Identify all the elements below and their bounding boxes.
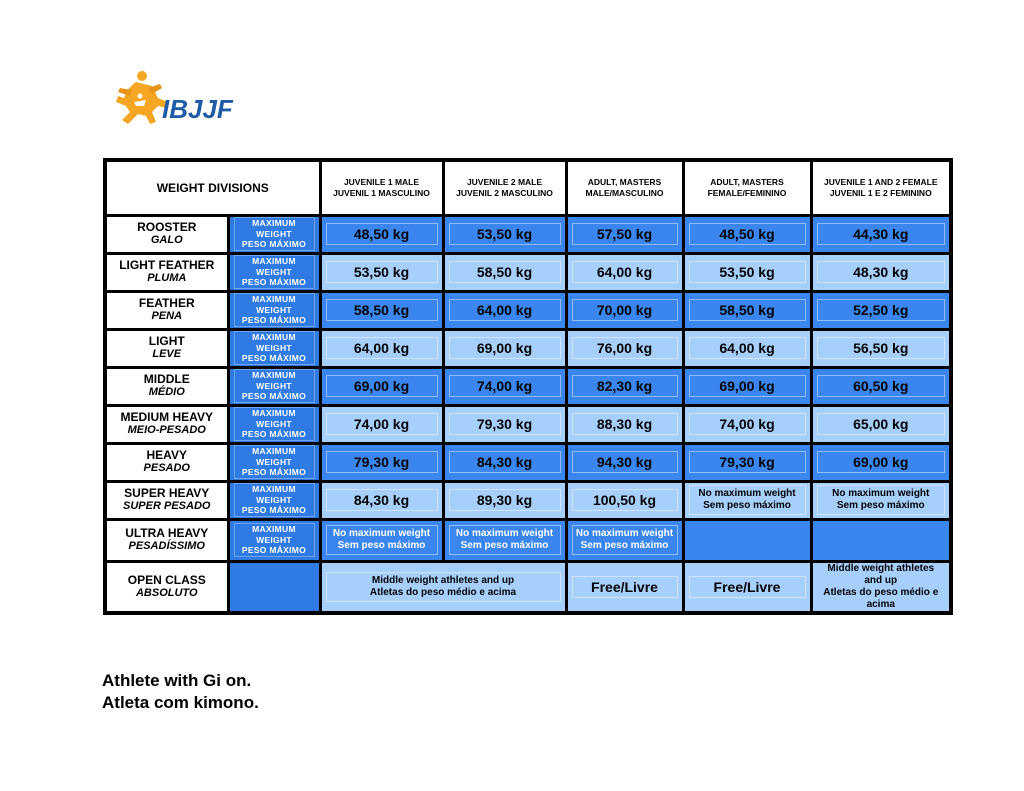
no-max-weight-note: No maximum weight Sem peso máximo — [683, 481, 811, 519]
empty-cell — [811, 519, 951, 561]
max-weight-label: MAXIMUM WEIGHT PESO MÁXIMO — [228, 253, 320, 291]
footer-line-pt: Atleta com kimono. — [102, 693, 259, 712]
empty-cell — [683, 519, 811, 561]
division-name: LIGHT FEATHER PLUMA — [105, 253, 228, 291]
max-weight-label: MAXIMUM WEIGHT PESO MÁXIMO — [228, 481, 320, 519]
weight-value: 84,30 kg — [320, 481, 443, 519]
max-weight-label: MAXIMUM WEIGHT PESO MÁXIMO — [228, 443, 320, 481]
table-row — [105, 481, 951, 519]
weight-value: 60,50 kg — [811, 367, 951, 405]
weight-value: 79,30 kg — [443, 405, 566, 443]
weight-value: 69,00 kg — [320, 367, 443, 405]
weight-value: 74,00 kg — [320, 405, 443, 443]
table-row — [105, 405, 951, 443]
weight-value: 53,50 kg — [443, 215, 566, 253]
table-row — [105, 443, 951, 481]
header-adult-masters-male: ADULT, MASTERS MALE/MASCULINO — [566, 160, 683, 215]
weight-value: 58,50 kg — [443, 253, 566, 291]
max-weight-label: MAXIMUM WEIGHT PESO MÁXIMO — [228, 367, 320, 405]
division-name: ROOSTER GALO — [105, 215, 228, 253]
header-juvenile-2-male: JUVENILE 2 MALE JUVENIL 2 MASCULINO — [443, 160, 566, 215]
table-row — [105, 329, 951, 367]
division-name: ULTRA HEAVY PESADÍSSIMO — [105, 519, 228, 561]
header-row — [105, 160, 951, 215]
footer-note — [102, 670, 259, 714]
free-weight: Free/Livre — [683, 561, 811, 613]
division-name: MIDDLE MÉDIO — [105, 367, 228, 405]
no-max-weight-note: No maximum weight Sem peso máximo — [566, 519, 683, 561]
table-row — [105, 519, 951, 561]
weight-value: 88,30 kg — [566, 405, 683, 443]
weight-value: 69,00 kg — [811, 443, 951, 481]
header-juvenile-1-male: JUVENILE 1 MALE JUVENIL 1 MASCULINO — [320, 160, 443, 215]
weight-value: 84,30 kg — [443, 443, 566, 481]
weight-value: 69,00 kg — [443, 329, 566, 367]
open-class-note: Middle weight athletes and up Atletas do peso médio e acima — [811, 561, 951, 613]
table-row — [105, 291, 951, 329]
weight-value: 64,00 kg — [443, 291, 566, 329]
weight-divisions-table — [103, 158, 953, 615]
weight-value: 53,50 kg — [683, 253, 811, 291]
weight-value: 69,00 kg — [683, 367, 811, 405]
weight-value: 79,30 kg — [683, 443, 811, 481]
max-weight-label: MAXIMUM WEIGHT PESO MÁXIMO — [228, 519, 320, 561]
division-name: OPEN CLASS ABSOLUTO — [105, 561, 228, 613]
weight-value: 44,30 kg — [811, 215, 951, 253]
max-weight-label: MAXIMUM WEIGHT PESO MÁXIMO — [228, 291, 320, 329]
weight-value: 57,50 kg — [566, 215, 683, 253]
weight-value: 82,30 kg — [566, 367, 683, 405]
division-name: FEATHER PENA — [105, 291, 228, 329]
table-row — [105, 253, 951, 291]
no-max-weight-note: No maximum weight Sem peso máximo — [811, 481, 951, 519]
max-weight-label: MAXIMUM WEIGHT PESO MÁXIMO — [228, 405, 320, 443]
weight-value: 48,50 kg — [683, 215, 811, 253]
footer-line-en: Athlete with Gi on. — [102, 671, 252, 690]
logo-text: IBJJF — [162, 94, 233, 124]
weight-value: 64,00 kg — [566, 253, 683, 291]
weight-value: 74,00 kg — [683, 405, 811, 443]
weight-value: 76,00 kg — [566, 329, 683, 367]
division-name: MEDIUM HEAVY MEIO-PESADO — [105, 405, 228, 443]
division-name: HEAVY PESADO — [105, 443, 228, 481]
free-weight: Free/Livre — [566, 561, 683, 613]
weight-value: 79,30 kg — [320, 443, 443, 481]
weight-value: 100,50 kg — [566, 481, 683, 519]
header-adult-masters-female: ADULT, MASTERS FEMALE/FEMININO — [683, 160, 811, 215]
empty-max-cell — [228, 561, 320, 613]
open-class-note: Middle weight athletes and up Atletas do peso médio e acima — [320, 561, 566, 613]
table-row — [105, 367, 951, 405]
header-weight-divisions: WEIGHT DIVISIONS — [105, 160, 320, 215]
weight-value: 58,50 kg — [320, 291, 443, 329]
weight-value: 74,00 kg — [443, 367, 566, 405]
weight-value: 58,50 kg — [683, 291, 811, 329]
weight-value: 56,50 kg — [811, 329, 951, 367]
no-max-weight-note: No maximum weight Sem peso máximo — [320, 519, 443, 561]
weight-value: 48,30 kg — [811, 253, 951, 291]
weight-value: 48,50 kg — [320, 215, 443, 253]
table-row — [105, 215, 951, 253]
max-weight-label: MAXIMUM WEIGHT PESO MÁXIMO — [228, 215, 320, 253]
header-juvenile-female: JUVENILE 1 AND 2 FEMALE JUVENIL 1 E 2 FEMININO — [811, 160, 951, 215]
weight-value: 94,30 kg — [566, 443, 683, 481]
max-weight-label: MAXIMUM WEIGHT PESO MÁXIMO — [228, 329, 320, 367]
division-name: SUPER HEAVY SUPER PESADO — [105, 481, 228, 519]
weight-value: 52,50 kg — [811, 291, 951, 329]
weight-value: 53,50 kg — [320, 253, 443, 291]
weight-value: 70,00 kg — [566, 291, 683, 329]
no-max-weight-note: No maximum weight Sem peso máximo — [443, 519, 566, 561]
table-row — [105, 561, 951, 613]
division-name: LIGHT LEVE — [105, 329, 228, 367]
ibjjf-logo — [112, 66, 262, 128]
weight-value: 65,00 kg — [811, 405, 951, 443]
weight-value: 89,30 kg — [443, 481, 566, 519]
weight-value: 64,00 kg — [683, 329, 811, 367]
weight-value: 64,00 kg — [320, 329, 443, 367]
